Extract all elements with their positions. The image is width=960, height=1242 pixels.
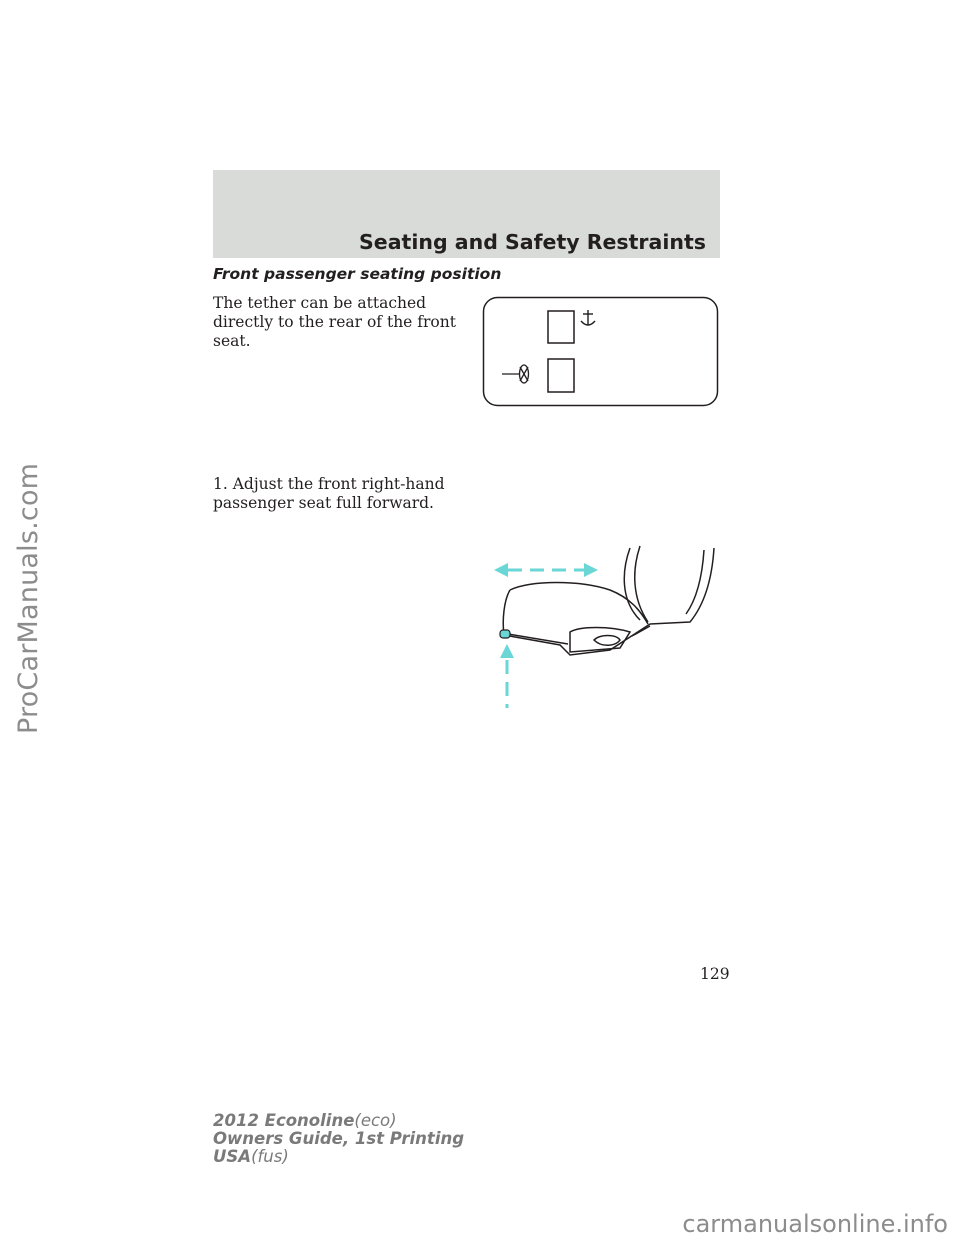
footer-region-code: (fus) xyxy=(251,1147,289,1166)
fore-aft-arrow xyxy=(494,563,598,577)
seat-back-box xyxy=(548,311,574,343)
subsection-heading: Front passenger seating position xyxy=(213,265,502,283)
anchor-pointer-arrow xyxy=(500,644,514,708)
paragraph-tether-attach: The tether can be attached directly to the rear of the front seat. xyxy=(213,294,456,350)
seat-base-box xyxy=(548,359,574,392)
paragraph-step-1: 1. Adjust the front right-hand passenger seat full forward. xyxy=(213,475,445,512)
seat-tether-anchor xyxy=(500,630,510,638)
seat-adjust-figure xyxy=(490,540,720,710)
footer-line-1 xyxy=(213,1112,464,1130)
page-number: 129 xyxy=(700,965,730,983)
watermark-left-text: ProCarManuals.com xyxy=(13,462,44,734)
footer-model-code: (eco) xyxy=(354,1111,397,1130)
seat-outline xyxy=(503,546,714,655)
watermark-bottom: carmanualsonline.info xyxy=(682,1210,948,1238)
section-header-band xyxy=(213,170,720,258)
footer-guide: Owners Guide, 1st Printing xyxy=(213,1129,465,1148)
footer-model: 2012 Econoline xyxy=(213,1111,355,1130)
footer xyxy=(213,1112,464,1166)
footer-line-3 xyxy=(213,1148,464,1166)
section-title: Seating and Safety Restraints xyxy=(359,230,706,254)
footer-region: USA xyxy=(213,1147,252,1166)
tether-icon-figure xyxy=(482,296,720,408)
tether-anchor-icon xyxy=(581,310,595,325)
footer-line-2 xyxy=(213,1130,464,1148)
seat-position-icon xyxy=(502,365,529,383)
